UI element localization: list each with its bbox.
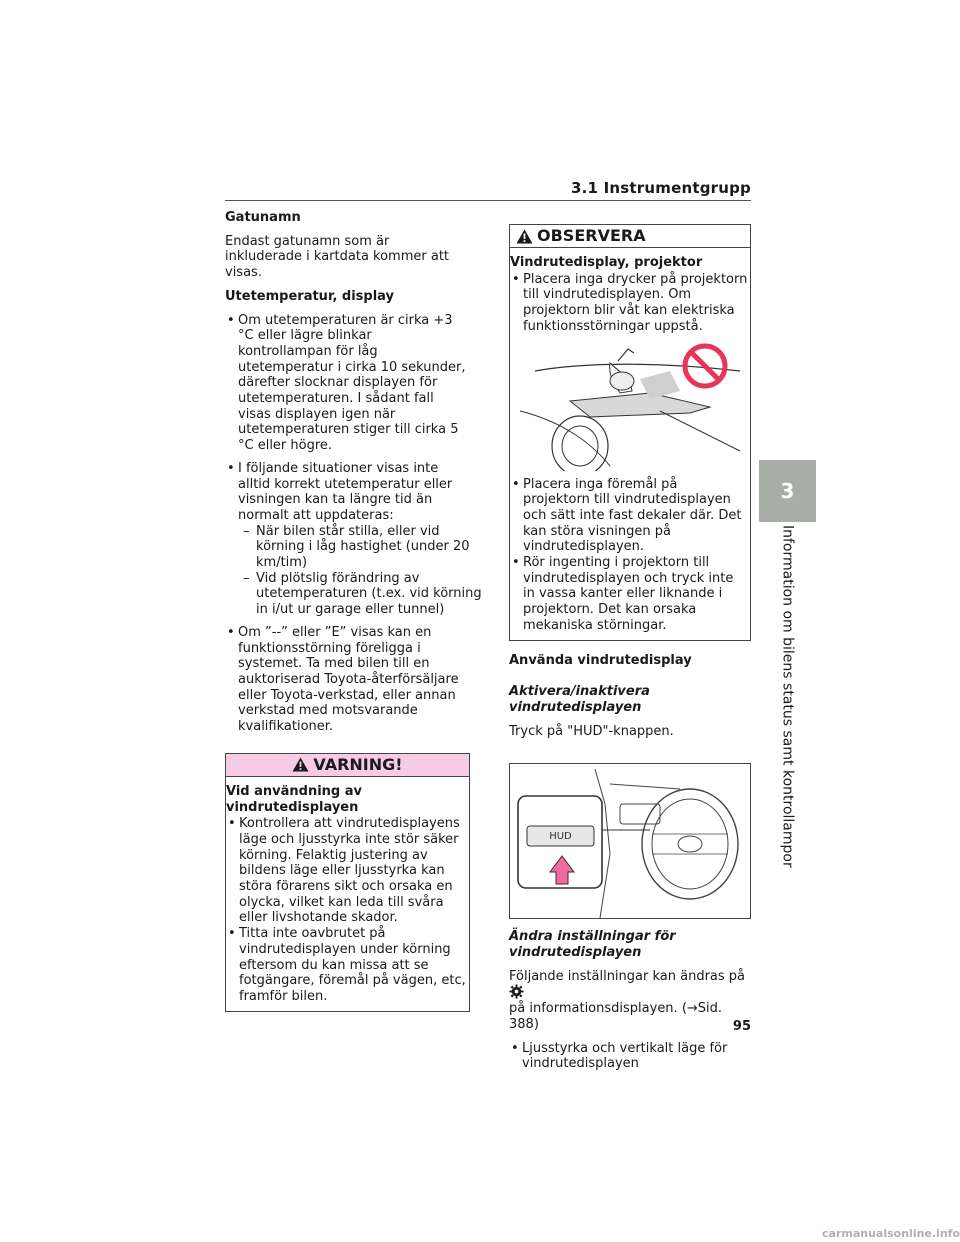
hud-button[interactable]: HUD bbox=[549, 830, 572, 842]
observera-bullet-2: • Placera inga föremål på projektorn till vindrutedisplayen och sätt inte fast dekaler där. Det kan störa visningen på vindrutedisplayen. bbox=[510, 477, 748, 556]
observera-heading: Vindrutedisplay, projektor bbox=[510, 255, 703, 270]
gatunamn-text: Endast gatunamn som är inkluderade i kartdata kommer att visas. bbox=[225, 233, 450, 281]
left-column bbox=[225, 210, 482, 1024]
observera-bullet-3: • Rör ingenting i projektorn till vindrutedisplayen och tryck inte in vassa kanter eller liknande i projektorn. Det kan orsaka mekaniska störningar. bbox=[510, 555, 748, 634]
page-header-title: 3.1 Instrumentgrupp bbox=[571, 179, 751, 197]
warning-box bbox=[225, 753, 470, 1012]
hud-button-figure bbox=[509, 763, 751, 919]
utetemp-bullet-2: • I följande situationer visas inte alltid korrekt utetemperatur eller visningen kan ta längre tid än normalt att uppdateras: bbox=[225, 461, 468, 524]
watermark: carmanualsonline.info bbox=[822, 1227, 960, 1240]
observera-box-header bbox=[510, 225, 750, 248]
gear-icon bbox=[509, 984, 524, 999]
anvanda-heading: Använda vindrutedisplay bbox=[509, 652, 692, 668]
chapter-side-label bbox=[759, 525, 816, 868]
header-divider bbox=[225, 200, 751, 201]
aktivera-heading: Aktivera/inaktivera vindrutedisplayen bbox=[509, 684, 650, 715]
chapter-side-label-text: Information om bilens status samt kontrollampor bbox=[779, 525, 796, 868]
observera-box-body bbox=[510, 248, 750, 640]
warning-title: VARNING! bbox=[313, 754, 403, 774]
utetemp-subbullet-2: – Vid plötslig förändring av utetemperaturen (t.ex. vid körning in i/ut ur garage eller tunnel) bbox=[225, 571, 486, 618]
utetemp-heading: Utetemperatur, display bbox=[225, 288, 395, 304]
settings-bullet-1: • Ljusstyrka och vertikalt läge för vindrutedisplayen bbox=[509, 1041, 751, 1072]
foljande-text-b: på informationsdisplayen. (→Sid. 388) bbox=[509, 1001, 723, 1032]
utetemp-subbullet-1: – När bilen står stilla, eller vid körning i låg hastighet (under 20 km/tim) bbox=[225, 524, 486, 571]
utetemp-bullet-3: • Om ”--” eller ”E” visas kan en funktionsstörning föreligga i systemet. Ta med bilen till en auktoriserad Toyota-återförsäljare eller Toyota-verkstad, eller annan verkstad med motsvarande kvalifikationer. bbox=[225, 625, 468, 735]
observera-title: OBSERVERA bbox=[537, 226, 646, 246]
warning-triangle-icon bbox=[292, 757, 309, 772]
page-number: 95 bbox=[732, 1019, 751, 1034]
tryck-text: Tryck på "HUD"-knappen. bbox=[509, 723, 674, 739]
right-column bbox=[509, 210, 751, 1079]
projector-drink-illustration bbox=[510, 341, 750, 471]
observera-bullet-1: • Placera inga drycker på projektorn till vindrutedisplayen. Om projektorn blir våt kan elektriska funktionsstörningar uppstå. bbox=[510, 272, 748, 335]
warning-box-header bbox=[226, 754, 469, 777]
chapter-tab[interactable]: 3 bbox=[759, 460, 816, 522]
utetemp-bullet-1: • Om utetemperaturen är cirka +3 °C eller lägre blinkar kontrollampan för låg utetemperatur i cirka 10 sekunder, därefter slocknar displayen för utetemperaturen. I sådant fall visas displayen igen när utetemperaturen stiger till cirka 5 °C eller högre. bbox=[225, 313, 468, 454]
warning-triangle-icon bbox=[516, 229, 533, 244]
observera-box bbox=[509, 224, 751, 641]
foljande-text-a: Följande inställningar kan ändras på bbox=[509, 968, 746, 984]
warning-box-body bbox=[226, 777, 469, 1011]
andra-heading: Ändra inställningar för vindrutedisplayen bbox=[509, 929, 676, 961]
warning-bullet-1: • Kontrollera att vindrutedisplayens läge och ljusstyrka inte stör säker körning. Felaktig justering av bildens läge eller ljusstyrka kan störa förarens sikt och orsaka en olycka, vilket kan leda till svåra eller livshotande skador. bbox=[226, 816, 469, 926]
projector-illustration bbox=[510, 341, 748, 471]
gatunamn-heading: Gatunamn bbox=[225, 210, 301, 225]
warning-heading: Vid användning av vindrutedisplayen bbox=[226, 783, 362, 815]
warning-bullet-2: • Titta inte oavbrutet på vindrutedisplayen under körning eftersom du kan missa att se fotgängare, föremål på vägen, etc, framför bilen. bbox=[226, 926, 469, 1005]
